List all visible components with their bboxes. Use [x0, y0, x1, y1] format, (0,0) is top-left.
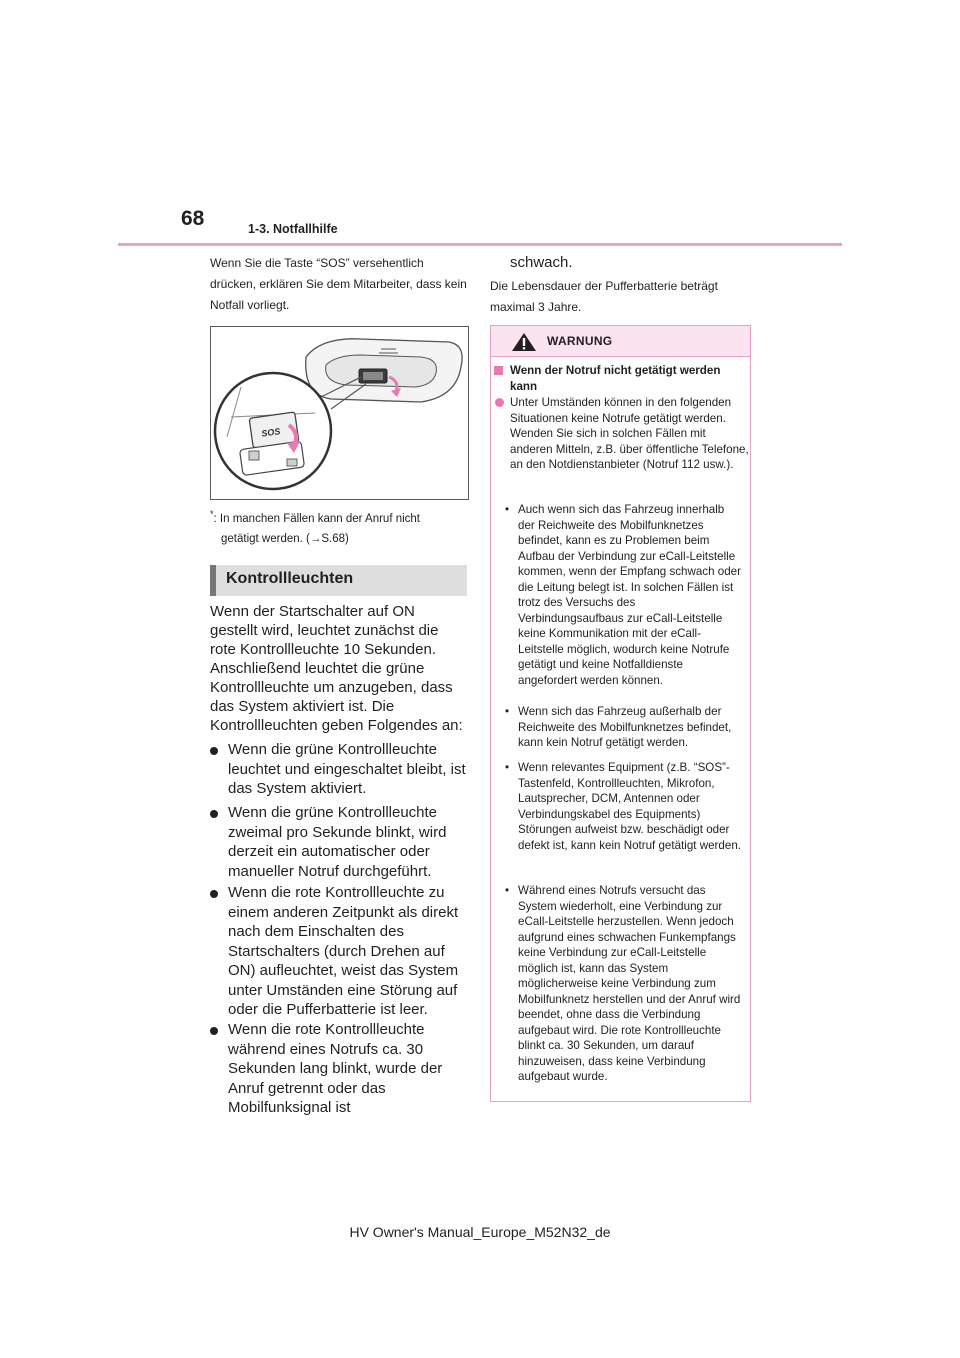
list-item-text: Wenn die rote Kontrollleuchte zu einem anderen Zeitpunkt als direkt nach dem Einschalten des Startschalters (durch Drehen auf ON) aufleuchtet, weist das System unter Umständen eine Störung auf oder die Pufferbatterie ist leer.: [228, 884, 459, 1018]
sos-button-illustration: [210, 326, 469, 500]
intro-paragraph: Wenn Sie die Taste “SOS” versehentlich drücken, erklären Sie dem Mitarbeiter, dass kein Notfall vorliegt.: [210, 256, 467, 312]
page-number: 68: [181, 207, 205, 230]
body-paragraph: Wenn der Startschalter auf ON gestellt wird, leuchtet zunächst die rote Kontrollleuchte 10 Sekunden. Anschließend leuchtet die grüne Kontrollleuchte um anzugeben, dass das System aktiviert ist. Die Kontrollleuchten geben Folgendes an:: [210, 603, 463, 734]
warning-item-text: Wenn relevantes Equipment (z.B. “SOS”-Tastenfeld, Kontrollleuchten, Mikrofon, Lautsprecher, DCM, Antennen oder Verbindungskabel des Equipments) Störungen aufweist bzw. beschädigt oder defekt ist, kann kein Notruf getätigt werden.: [518, 761, 741, 852]
bullet-mark: •: [505, 503, 510, 516]
sos-label: SOS: [260, 426, 281, 439]
header-rule: [118, 243, 842, 246]
warning-item: [491, 704, 750, 751]
heading-text: Kontrollleuchten: [226, 570, 354, 587]
bullet-mark: •: [505, 705, 510, 718]
square-bullet-icon: [494, 366, 503, 375]
section-heading-kontrollleuchten: [210, 565, 467, 596]
footnote-mark: *: [210, 509, 214, 519]
list-item: [210, 883, 472, 1020]
warning-subheading-text: Wenn der Notruf nicht getätigt werden kann: [510, 364, 721, 393]
warning-box: [490, 325, 751, 1102]
bullet-mark: •: [505, 884, 510, 897]
footnote-line-1: : In manchen Fällen kann der Anruf nicht: [213, 512, 420, 525]
bullet-dot-icon: [210, 810, 218, 818]
warning-item-text: Während eines Notrufs versucht das System wiederholt, eine Verbindung zur eCall-Leitstelle herzustellen. Wenn jedoch aufgrund eines schwachen Funkempfangs keine Verbindung zur eCall-Leitstelle möglich ist, kann das System möglicherweise keine Verbindung zum Mobilfunknetz herstellen und der Anruf wird beendet, ohne dass die Verbindung aufgebaut wird. Die rote Kontrollleuchte blinkt ca. 30 Sekunden, um darauf hinzuweisen, dass keine Verbindung aufgebaut wurde.: [518, 884, 741, 1083]
battery-note: Die Lebensdauer der Pufferbatterie beträgt maximal 3 Jahre.: [490, 279, 718, 314]
warning-subheading: [491, 363, 750, 394]
footnote-line-2: getätigt werden. (→S.68): [221, 532, 349, 545]
heading-bar: [210, 565, 216, 596]
warning-main-item: [491, 395, 750, 473]
bullet-mark: •: [505, 761, 510, 774]
footnote: [210, 504, 472, 549]
bullet-dot-icon: [210, 1027, 218, 1035]
list-item: [210, 1020, 472, 1118]
warning-header: [491, 326, 750, 357]
circle-bullet-icon: [495, 398, 504, 407]
footer-text: HV Owner's Manual_Europe_M52N32_de: [349, 1224, 611, 1240]
overhead-console-drawing: [211, 327, 468, 499]
warning-item: [491, 883, 750, 1085]
warning-item-text: Wenn sich das Fahrzeug außerhalb der Reichweite des Mobilfunknetzes befindet, kann kein Notruf getätigt werden.: [518, 705, 732, 749]
section-title: 1-3. Notfallhilfe: [248, 222, 338, 236]
warning-item: [491, 760, 750, 853]
warning-item-text: Auch wenn sich das Fahrzeug innerhalb der Reichweite des Mobilfunknetzes befindet, kann es zu Problemen beim Aufbau der Verbindung zur eCall-Leitstelle kommen, wenn der Empfang schwach oder die Leitung belegt ist. In solchen Fällen ist trotz des Versuchs des Verbindungsaufbaus zur eCall-Leitstelle keine Kommunikation mit der eCall-Leitstelle möglich, wodurch keine Notrufe getätigt und keine Notfalldienste angefordert werden können.: [518, 503, 741, 687]
warning-title: WARNUNG: [547, 334, 613, 348]
list-item: [210, 803, 472, 881]
warning-main-text: Unter Umständen können in den folgenden Situationen keine Notrufe getätigt werden. Wenden Sie sich in solchen Fällen mit anderen Mitteln, z.B. über öffentliche Telefone, an den Notdienstanbieter (Notruf 112 usw.).: [510, 396, 749, 471]
bullet-dot-icon: [210, 747, 218, 755]
warning-triangle-icon: [511, 332, 537, 352]
bullet-dot-icon: [210, 890, 218, 898]
list-item: [210, 740, 472, 799]
list-item-text: Wenn die rote Kontrollleuchte während eines Notrufs ca. 30 Sekunden lang blinkt, wurde der Anruf getrennt oder das Mobilfunksignal ist: [228, 1021, 443, 1116]
continuation-text: schwach.: [510, 254, 573, 271]
list-item-text: Wenn die grüne Kontrollleuchte zweimal pro Sekunde blinkt, wird derzeit ein automatischer oder manueller Notruf durchgeführt.: [228, 804, 447, 880]
list-item-text: Wenn die grüne Kontrollleuchte leuchtet und eingeschaltet bleibt, ist das System aktiviert.: [228, 741, 466, 797]
warning-item: [491, 502, 750, 688]
